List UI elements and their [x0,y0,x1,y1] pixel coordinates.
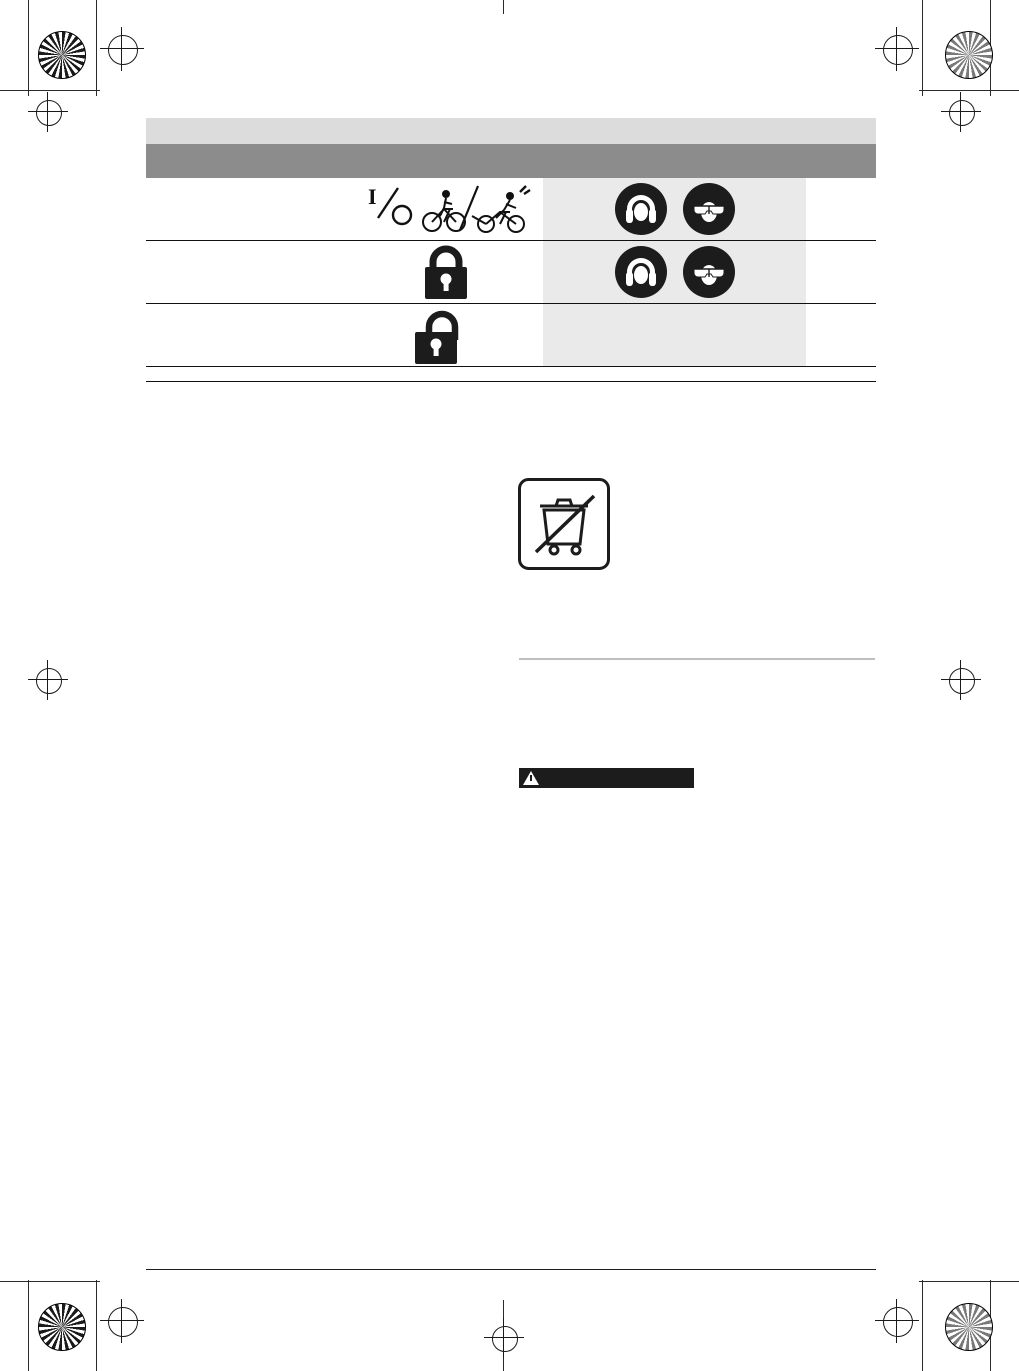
crop-mark-bottom-left-vertical-2 [96,1280,97,1371]
crop-mark-top-horizontal-right [919,90,1019,91]
crop-mark-bottom-horizontal-right [919,1281,1019,1282]
registration-target-bottom-right-cross-h [875,1320,919,1321]
table-row [146,367,876,382]
ppe-group [615,246,735,298]
crop-mark-top-right-vertical [922,0,923,96]
crop-mark-bottom-right-vertical [922,1280,923,1371]
registration-target-bottom-right [883,1307,913,1337]
crop-mark-top-center-vertical [503,0,504,14]
row-notes [806,241,876,303]
row-notes [806,367,876,381]
switch-divider-slash [378,188,398,218]
row-symbol-cell [349,304,543,366]
crop-mark-top-left-vertical-2 [96,0,97,96]
registration-target-bottom-left-cross-v [121,1299,122,1343]
registration-target-right-middle-cross-v [960,660,961,700]
switch-and-bicycle-symbols [354,182,539,236]
crop-mark-bottom-left-vertical [28,1280,29,1371]
warning-triangle-icon [523,771,539,785]
registration-target-top-left [108,35,138,65]
registration-starburst-top-left [38,31,86,79]
row-ppe-cell [543,367,806,381]
registration-target-top-inner-left-cross-v [47,92,48,132]
registration-target-bottom-center-cross-h [484,1337,524,1338]
warning-bar [519,768,694,788]
registration-starburst-bottom-left [38,1303,86,1351]
symbol-legend-table [146,118,876,382]
table-header-dark-cell [146,144,349,178]
row-description [146,304,349,366]
registration-target-bottom-left-cross-h [100,1320,144,1321]
disposal-caption [518,575,519,576]
ppe-group [615,183,735,235]
symbol-divider-slash [460,186,478,230]
switch-on-label: I [367,184,377,209]
padlock-closed-icon [413,243,479,301]
registration-target-top-inner-right-cross-v [960,92,961,132]
registration-target-right-middle [949,668,975,694]
crop-mark-top-horizontal-left [0,90,100,91]
row-symbol-cell [349,241,543,303]
row-notes [806,304,876,366]
registration-starburst-top-right [945,31,993,79]
row-ppe-cell [543,178,806,240]
ear-protection-icon [615,183,667,235]
row-ppe-cell [543,304,806,366]
registration-target-top-inner-right [949,100,975,126]
registration-target-right-middle-cross-h [941,679,981,680]
footer-rule [146,1269,876,1270]
registration-target-left-middle-cross-v [47,660,48,700]
table-header-light-band [146,118,876,144]
table-row [146,178,876,241]
crossed-out-wheelie-bin-icon [518,478,610,570]
registration-target-bottom-left [108,1307,138,1337]
ear-protection-icon [615,246,667,298]
table-row [146,304,876,367]
registration-starburst-bottom-right [945,1303,993,1351]
row-symbol-cell [349,367,543,381]
eye-protection-icon [683,246,735,298]
padlock-open-icon [407,304,485,366]
registration-target-top-left-cross-h [100,48,144,49]
registration-target-top-inner-left [36,100,62,126]
registration-target-top-inner-left-cross-h [28,111,68,112]
registration-target-top-right [883,35,913,65]
e-bike-icon [472,186,530,232]
registration-target-left-middle [36,668,62,694]
row-description [146,241,349,303]
table-header-light-cell [146,118,349,144]
row-symbol-cell [349,178,543,240]
row-description [146,367,349,381]
table-header-dark-band [146,144,876,178]
bicycle-icon [423,190,465,231]
registration-target-top-right-cross-v [896,27,897,71]
eye-protection-icon [683,183,735,235]
registration-target-bottom-center-cross-v [503,1318,504,1358]
table-row [146,241,876,304]
switch-off-label [393,206,411,224]
registration-target-bottom-center [492,1326,518,1352]
crop-mark-top-left-vertical [28,0,29,96]
row-notes [806,178,876,240]
registration-target-bottom-right-cross-v [896,1299,897,1343]
row-ppe-cell [543,241,806,303]
section-divider-rule [519,658,875,660]
crop-mark-bottom-horizontal-left [0,1281,100,1282]
registration-target-left-middle-cross-h [28,679,68,680]
registration-target-top-inner-right-cross-h [941,111,981,112]
registration-target-top-right-cross-h [875,48,919,49]
row-description [146,178,349,240]
registration-target-top-left-cross-v [121,27,122,71]
